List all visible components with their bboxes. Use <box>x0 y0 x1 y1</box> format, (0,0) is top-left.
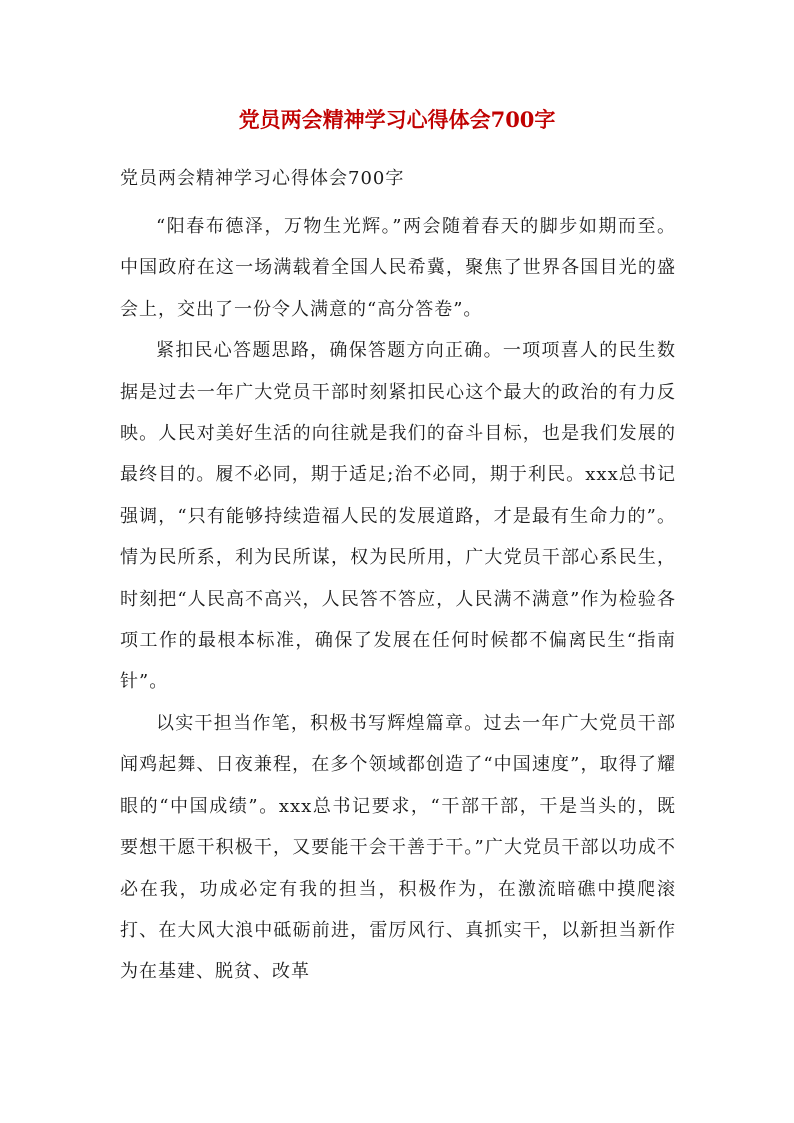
paragraph-action: 以实干担当作笔，积极书写辉煌篇章。过去一年广大党员干部闻鸡起舞、日夜兼程，在多个领域都创造了“中国速度”，取得了耀眼的“中国成绩”。xxx总书记要求，“干部干部，干是当头的，既要想干愿干积极干，又要能干会干善于干。”广大党员干部以功成不必在我，功成必定有我的担当，积极作为，在激流暗礁中摸爬滚打、在大风大浪中砥砺前进，雷厉风行、真抓实干，以新担当新作为在基建、脱贫、改革 <box>120 712 676 983</box>
document-subtitle: 党员两会精神学习心得体会700字 <box>120 168 405 189</box>
paragraph-people-centered: 紧扣民心答题思路，确保答题方向正确。一项项喜人的民生数据是过去一年广大党员干部时刻紧扣民心这个最大的政治的有力反映。人民对美好生活的向往就是我们的奋斗目标，也是我们发展的最终目的。履不必同，期于适足;治不必同，期于利民。xxx总书记强调，“只有能够持续造福人民的发展道路，才是最有生命力的”。情为民所系，利为民所谋，权为民所用，广大党员干部心系民生，时刻把“人民高不高兴，人民答不答应，人民满不满意”作为检验各项工作的最根本标准，确保了发展在任何时候都不偏离民生“指南针”。 <box>120 340 676 693</box>
document-title: 党员两会精神学习心得体会700字 <box>238 107 556 132</box>
paragraph-intro: “阳春布德泽，万物生光辉。”两会随着春天的脚步如期而至。中国政府在这一场满载着全国人民希冀，聚焦了世界各国目光的盛会上，交出了一份令人满意的“高分答卷”。 <box>120 216 676 320</box>
document-body <box>120 206 676 993</box>
